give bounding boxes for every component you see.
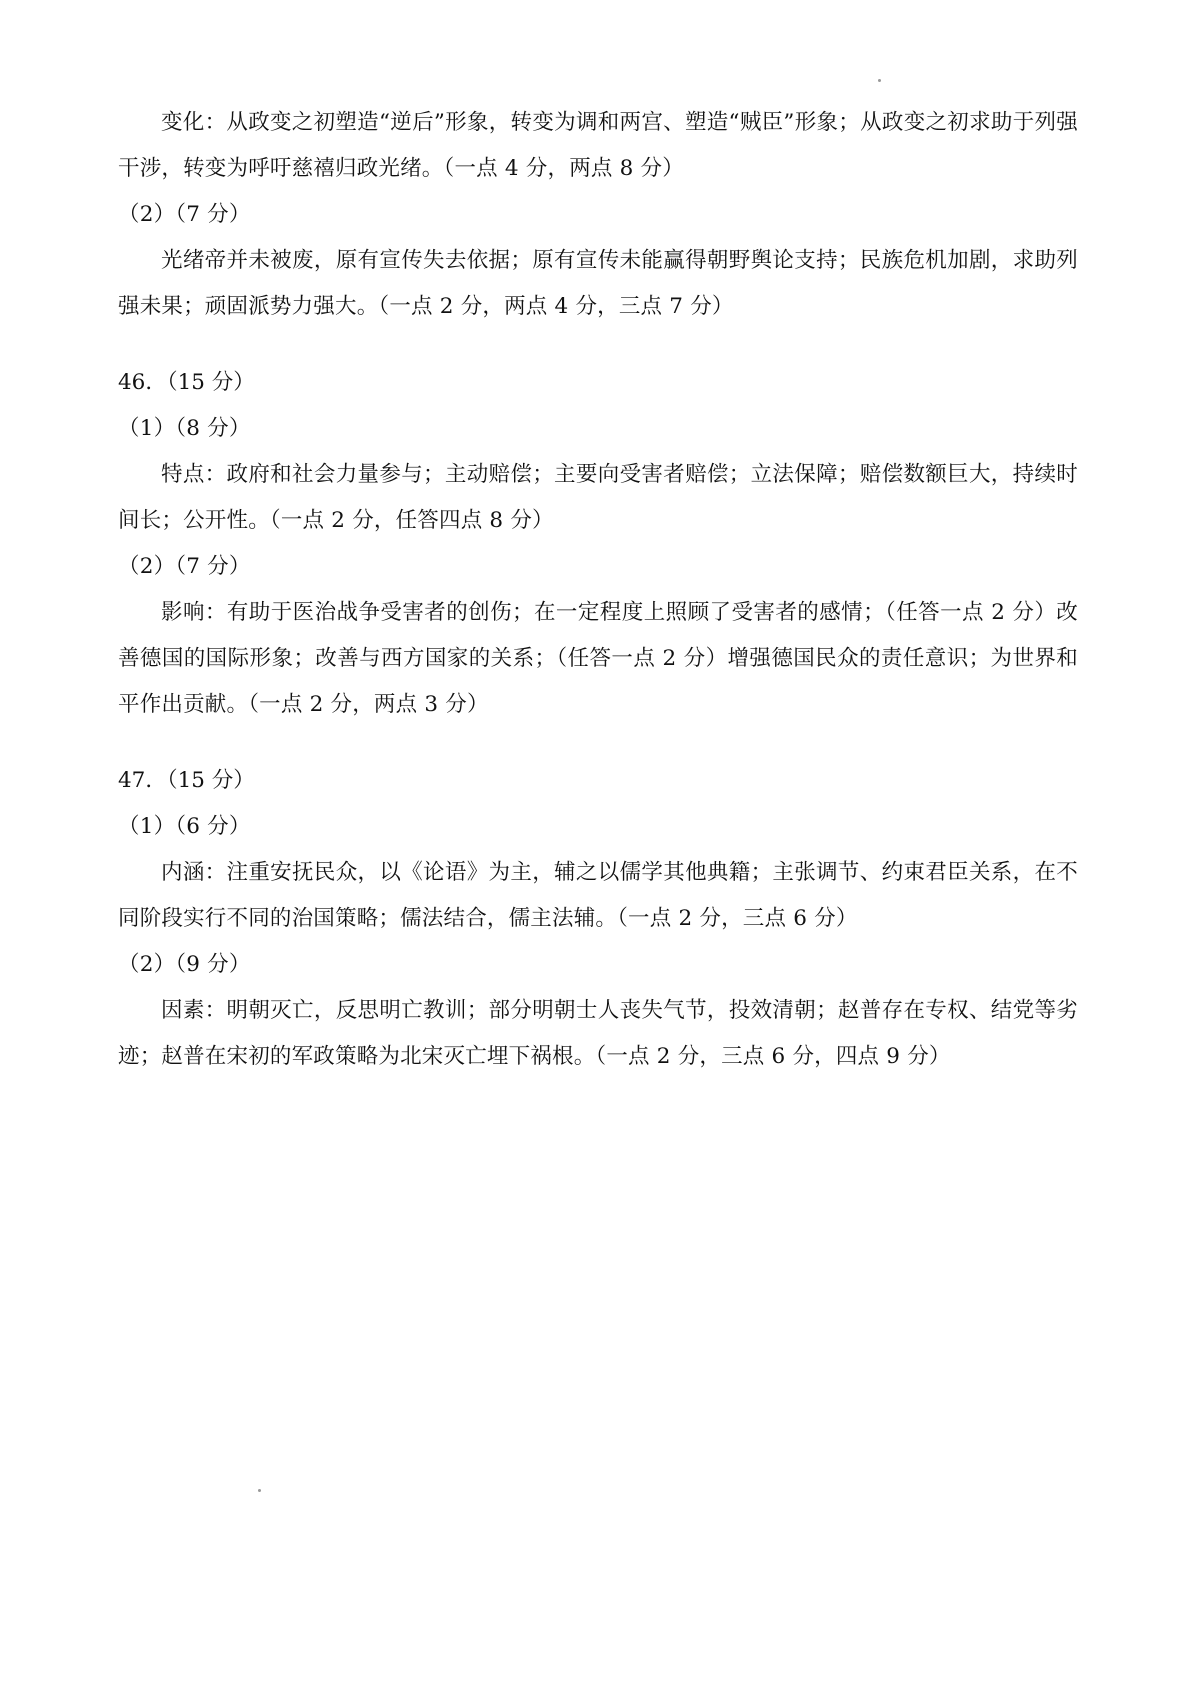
paragraph-q45-2-label: （2）（7 分） [118,202,251,227]
paragraph-q46-2-answer: 影响：有助于医治战争受害者的创伤；在一定程度上照顾了受害者的感情；（任答一点 2 分）改善德国的国际形象；改善与西方国家的关系；（任答一点 2 分）增强德国民众的责任意识；为世界和平作出贡献。（一点 2 分，两点 3 分） [118,600,1078,717]
paragraph-q47-2-label: （2）（9 分） [118,952,251,977]
paragraph-q45-2-answer: 光绪帝并未被废，原有宣传失去依据；原有宣传未能赢得朝野舆论支持；民族危机加剧，求助列强未果；顽固派势力强大。（一点 2 分，两点 4 分，三点 7 分） [118,248,1078,319]
paragraph-q45-1-answer: 变化：从政变之初塑造“逆后”形象，转变为调和两宫、塑造“贼臣”形象；从政变之初求助于列强干涉，转变为呼吁慈禧归政光绪。（一点 4 分，两点 8 分） [118,110,1078,181]
document-body [118,100,1078,1080]
page-bottom-mark-icon [258,1489,261,1492]
page-top-mark-icon [878,79,881,82]
paragraph-q46-2-label: （2）（7 分） [118,554,251,579]
paragraph-q47-1-label: （1）（6 分） [118,814,251,839]
section-spacer [118,330,1078,360]
question-heading-46: 46．（15 分） [118,370,255,395]
question-heading-47: 47．（15 分） [118,768,255,793]
paragraph-q47-2-answer: 因素：明朝灭亡，反思明亡教训；部分明朝士人丧失气节，投效清朝；赵普存在专权、结党等劣迹；赵普在宋初的军政策略为北宋灭亡埋下祸根。（一点 2 分，三点 6 分，四点 9 分） [118,998,1078,1069]
paragraph-q47-1-answer: 内涵：注重安抚民众，以《论语》为主，辅之以儒学其他典籍；主张调节、约束君臣关系，在不同阶段实行不同的治国策略；儒法结合，儒主法辅。（一点 2 分，三点 6 分） [118,860,1078,931]
paragraph-q46-1-answer: 特点：政府和社会力量参与；主动赔偿；主要向受害者赔偿；立法保障；赔偿数额巨大，持续时间长；公开性。（一点 2 分，任答四点 8 分） [118,462,1078,533]
paragraph-q46-1-label: （1）（8 分） [118,416,251,441]
section-spacer [118,728,1078,758]
